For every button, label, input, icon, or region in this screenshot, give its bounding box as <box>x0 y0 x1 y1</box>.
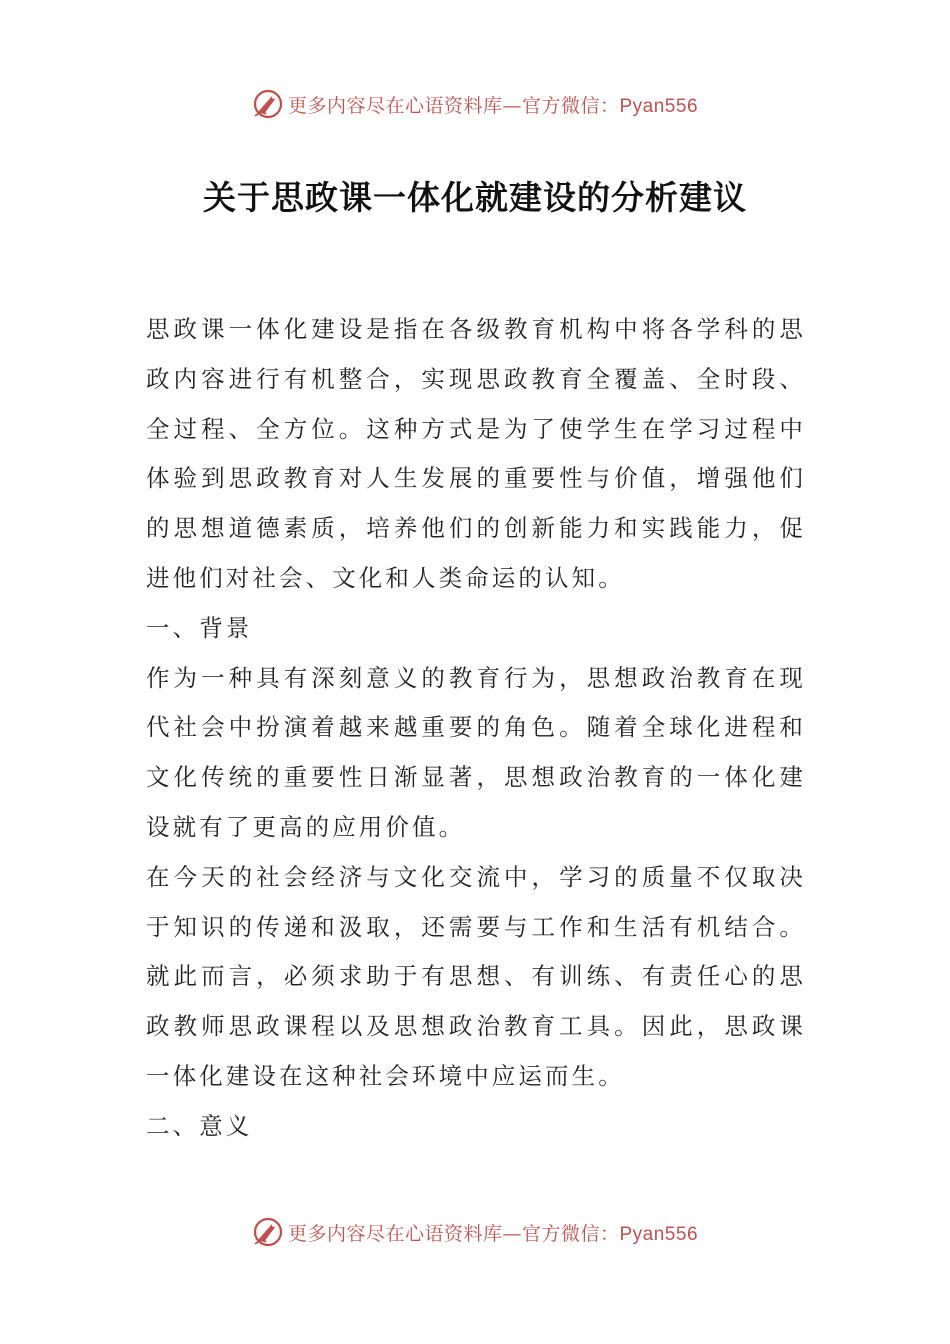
banner-text <box>288 1219 698 1246</box>
pen-circle-logo-icon <box>252 1216 284 1248</box>
paragraph-background-1: 作为一种具有深刻意义的教育行为，思想政治教育在现代社会中扮演着越来越重要的角色。随着全球化进程和文化传统的重要性日渐显著，思想政治教育的一体化建设就有了更高的应用价值。 <box>146 663 806 841</box>
header-banner <box>0 84 950 124</box>
banner-wechat-label: 官方微信： <box>521 94 620 117</box>
banner-prefix: 更多内容尽在心语资料库 <box>287 94 503 117</box>
banner-wechat-label: 官方微信： <box>521 1222 620 1245</box>
banner-text <box>288 91 698 118</box>
banner-dash: — <box>502 94 522 117</box>
section-heading-background: 一、背景 <box>146 613 253 642</box>
paragraph-intro: 思政课一体化建设是指在各级教育机构中将各学科的思政内容进行有机整合，实现思政教育全覆盖、全时段、全过程、全方位。这种方式是为了使学生在学习过程中体验到思政教育对人生发展的重要性与价值，增强他们的思想道德素质，培养他们的创新能力和实践能力，促进他们对社会、文化和人类命运的认知。 <box>146 315 806 592</box>
banner-dash: — <box>502 1222 522 1245</box>
pen-circle-logo-icon <box>252 88 284 120</box>
section-heading-significance: 二、意义 <box>146 1111 253 1140</box>
banner-wechat-id: Pyan556 <box>619 1223 699 1245</box>
footer-banner <box>0 1212 950 1252</box>
banner-wechat-id: Pyan556 <box>619 95 699 117</box>
paragraph-background-2: 在今天的社会经济与文化交流中，学习的质量不仅取决于知识的传递和汲取，还需要与工作和生活有机结合。就此而言，必须求助于有思想、有训练、有责任心的思政教师思政课程以及思想政治教育工具。因此，思政课一体化建设在这种社会环境中应运而生。 <box>146 862 806 1090</box>
banner-prefix: 更多内容尽在心语资料库 <box>287 1222 503 1245</box>
document-title: 关于思政课一体化就建设的分析建议 <box>203 178 747 217</box>
document-body <box>146 305 806 1152</box>
